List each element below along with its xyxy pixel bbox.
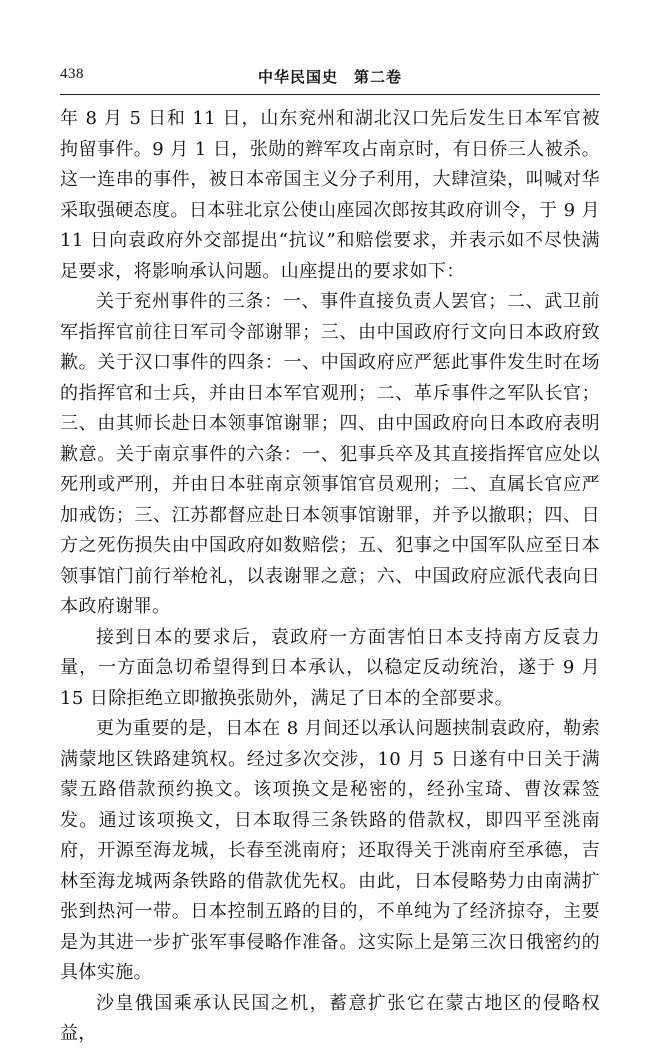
page-header [60, 66, 600, 90]
paragraph-response: 接到日本的要求后，袁政府一方面害怕日本支持南方反袁力量，一方面急切希望得到日本承认，以稳定反动统治，遂于 9 月 15 日除拒绝立即撤换张勋外，满足了日本的全部要求。 [60, 626, 600, 709]
header-rule [60, 94, 600, 95]
paragraph-russia: 沙皇俄国乘承认民国之机，蓄意扩张它在蒙古地区的侵略权益， [60, 992, 600, 1044]
page-number: 438 [60, 66, 84, 82]
paragraph-railways: 更为重要的是，日本在 8 月间还以承认问题挟制袁政府，勒索满蒙地区铁路建筑权。经过多次交涉，10 月 5 日遂有中日关于满蒙五路借款预约换文。该项换文是秘密的，经孙宝琦、曹汝霖签发。通过该项换文，日本取得三条铁路的借款权，即四平至洮南府，开源至海龙城，长春至洮南府；还取得关于洮南府至承德，吉林至海龙城两条铁路的借款优先权。由此，日本侵略势力由南满扩张到热河一带。日本控制五路的目的，不单纯为了经济掠夺，主要是为其进一步扩张军事侵略作准备。这实际上是第三次日俄密约的具体实施。 [60, 718, 600, 983]
body-text [60, 104, 600, 1050]
paragraph-demands: 关于兖州事件的三条：一、事件直接负责人罢官；二、武卫前军指挥官前往日军司令部谢罪；三、由中国政府行文向日本政府致歉。关于汉口事件的四条：一、中国政府应严惩此事件发生时在场的指挥官和士兵，并由日本军官观刑；二、革斥事件之军队长官；三、由其师长赴日本领事馆谢罪；四、由中国政府向日本政府表明歉意。关于南京事件的六条：一、犯事兵卒及其直接指挥官应处以死刑或严刑，并由日本驻南京领事馆官员观刑；二、直属长官应严加戒饬；三、江苏都督应赴日本领事馆谢罪，并予以撤职；四、日方之死伤损失由中国政府如数赔偿；五、犯事之中国军队应至日本领事馆门前行举枪礼，以表谢罪之意；六、中国政府应派代表向日本政府谢罪。 [60, 291, 600, 617]
running-title: 中华民国史 第二卷 [257, 68, 402, 86]
paragraph-continued: 年 8 月 5 日和 11 日，山东兖州和湖北汉口先后发生日本军官被拘留事件。9 月 1 日，张勋的辫军攻占南京时，有日侨三人被杀。这一连串的事件，被日本帝国主义分子利用，大肆渲染，叫喊对华采取强硬态度。日本驻北京公使山座园次郎按其政府训令，于 9 月 11 日向袁政府外交部提出“抗议”和赔偿要求，并表示如不尽快满足要求，将影响承认问题。山座提出的要求如下： [60, 108, 600, 282]
